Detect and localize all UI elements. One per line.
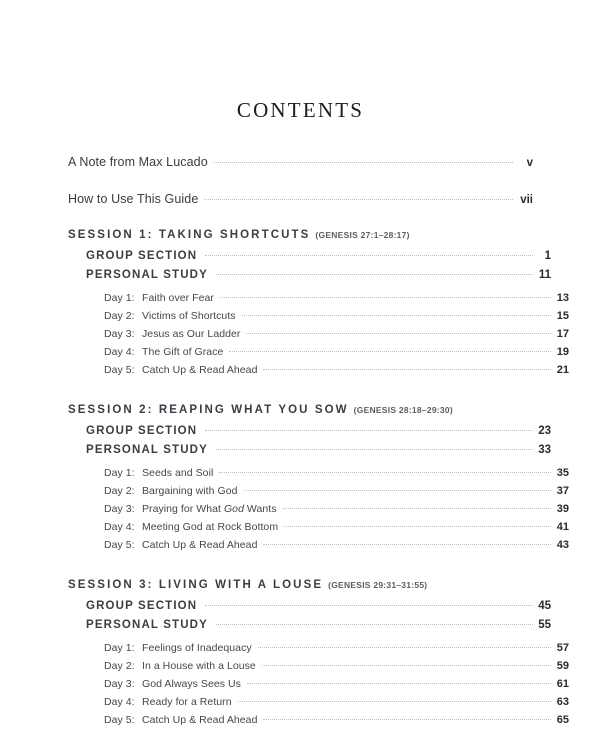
- toc-entry-label: Day 1: Faith over Fear: [104, 292, 214, 304]
- session-block: [68, 579, 569, 726]
- toc-entry-front-matter[interactable]: [68, 155, 533, 169]
- toc-entry-day[interactable]: [104, 292, 569, 304]
- toc-entry-label: A Note from Max Lucado: [68, 155, 208, 169]
- dot-leader: [238, 701, 551, 702]
- toc-entry-page-number: 1: [544, 250, 551, 262]
- day-number: Day 4:: [104, 521, 135, 533]
- dot-leader: [205, 255, 533, 256]
- toc-entry-day[interactable]: [104, 660, 569, 672]
- toc-entry-day[interactable]: [104, 678, 569, 690]
- toc-entry-page-number: 11: [538, 269, 551, 281]
- toc-entry-page-number: 45: [538, 600, 551, 612]
- day-number: Day 2:: [104, 310, 135, 322]
- toc-entry-label: Day 2: Victims of Shortcuts: [104, 310, 236, 322]
- dot-leader: [263, 719, 551, 720]
- day-number: Day 1:: [104, 642, 135, 654]
- toc-entry-day[interactable]: [104, 485, 569, 497]
- day-number: Day 5:: [104, 539, 135, 551]
- day-number: Day 3:: [104, 503, 135, 515]
- toc-entry-page-number: 19: [556, 346, 569, 358]
- dot-leader: [229, 351, 551, 352]
- toc-entry-label: Day 4: Meeting God at Rock Bottom: [104, 521, 279, 533]
- toc-entry-day[interactable]: [104, 467, 569, 479]
- day-list: [68, 642, 569, 726]
- front-matter-list: [68, 155, 533, 206]
- dot-leader: [216, 624, 533, 625]
- toc-entry-label: PERSONAL STUDY: [86, 444, 208, 456]
- dot-leader: [204, 199, 513, 200]
- toc-entry-page-number: v: [526, 157, 533, 169]
- toc-entry-day[interactable]: [104, 503, 569, 515]
- toc-entry-day[interactable]: [104, 521, 569, 533]
- toc-entry-subsection[interactable]: [86, 250, 551, 262]
- session-heading-text: SESSION 1: TAKING SHORTCUTS: [68, 229, 311, 241]
- toc-entry-page-number: 35: [556, 467, 569, 479]
- toc-entry-label: Day 3: Jesus as Our Ladder: [104, 328, 241, 340]
- session-heading: [68, 579, 533, 591]
- toc-entry-day[interactable]: [104, 539, 569, 551]
- dot-leader: [258, 647, 551, 648]
- toc-entry-subsection[interactable]: [86, 600, 551, 612]
- session-scripture-reference: (GENESIS 28:18–29:30): [353, 405, 453, 415]
- dot-leader: [205, 605, 533, 606]
- dot-leader: [263, 369, 551, 370]
- toc-body: [68, 155, 569, 732]
- toc-entry-label: Day 3: God Always Sees Us: [104, 678, 241, 690]
- toc-entry-page-number: 39: [556, 503, 569, 515]
- toc-entry-label: Day 3: Praying for What God Wants: [104, 503, 277, 515]
- toc-entry-subsection[interactable]: [86, 619, 551, 631]
- dot-leader: [216, 449, 533, 450]
- session-heading: [68, 404, 533, 416]
- day-number: Day 2:: [104, 485, 135, 497]
- dot-leader: [247, 683, 551, 684]
- toc-entry-subsection[interactable]: [86, 269, 551, 281]
- dot-leader: [220, 297, 551, 298]
- toc-entry-label: PERSONAL STUDY: [86, 619, 208, 631]
- day-number: Day 5:: [104, 364, 135, 376]
- day-number: Day 1:: [104, 292, 135, 304]
- toc-entry-label: GROUP SECTION: [86, 425, 198, 437]
- toc-entry-page-number: 59: [556, 660, 569, 672]
- toc-entry-front-matter[interactable]: [68, 192, 533, 206]
- dot-leader: [205, 430, 533, 431]
- toc-entry-label: GROUP SECTION: [86, 600, 198, 612]
- toc-entry-page-number: 13: [556, 292, 569, 304]
- dot-leader: [262, 665, 551, 666]
- dot-leader: [283, 508, 551, 509]
- toc-entry-label: Day 4: The Gift of Grace: [104, 346, 224, 358]
- toc-entry-page-number: 41: [556, 521, 569, 533]
- session-scripture-reference: (GENESIS 29:31–31:55): [328, 580, 428, 590]
- toc-entry-page-number: 65: [556, 714, 569, 726]
- toc-entry-page-number: 23: [538, 425, 551, 437]
- toc-entry-subsection[interactable]: [86, 444, 551, 456]
- page-title: contents: [236, 91, 365, 124]
- dot-leader: [263, 544, 551, 545]
- day-number: Day 3:: [104, 328, 135, 340]
- day-number: Day 4:: [104, 346, 135, 358]
- toc-entry-page-number: vii: [520, 194, 533, 206]
- toc-entry-label: Day 5: Catch Up & Read Ahead: [104, 714, 258, 726]
- toc-entry-page-number: 43: [556, 539, 569, 551]
- toc-entry-day[interactable]: [104, 346, 569, 358]
- day-list: [68, 467, 569, 551]
- toc-entry-page-number: 17: [556, 328, 569, 340]
- session-heading: [68, 229, 533, 241]
- toc-entry-label: Day 5: Catch Up & Read Ahead: [104, 364, 258, 376]
- toc-entry-label: Day 1: Seeds and Soil: [104, 467, 214, 479]
- day-list: [68, 292, 569, 376]
- session-heading-text: SESSION 3: LIVING WITH A LOUSE: [68, 579, 324, 591]
- dot-leader: [284, 526, 551, 527]
- toc-entry-label: GROUP SECTION: [86, 250, 198, 262]
- day-number: Day 3:: [104, 678, 135, 690]
- toc-entry-label: Day 2: In a House with a Louse: [104, 660, 256, 672]
- day-number: Day 5:: [104, 714, 135, 726]
- session-block: [68, 404, 569, 551]
- toc-entry-day[interactable]: [104, 364, 569, 376]
- toc-entry-day[interactable]: [104, 642, 569, 654]
- toc-entry-label: Day 2: Bargaining with God: [104, 485, 238, 497]
- dot-leader: [214, 162, 513, 163]
- toc-entry-page-number: 55: [538, 619, 551, 631]
- toc-entry-day[interactable]: [104, 696, 569, 708]
- session-scripture-reference: (GENESIS 27:1–28:17): [315, 230, 410, 240]
- toc-entry-page-number: 33: [538, 444, 551, 456]
- toc-entry-label: PERSONAL STUDY: [86, 269, 208, 281]
- dot-leader: [244, 490, 551, 491]
- toc-entry-page-number: 21: [556, 364, 569, 376]
- day-number: Day 1:: [104, 467, 135, 479]
- sessions-list: [68, 229, 569, 726]
- toc-entry-day[interactable]: [104, 714, 569, 726]
- toc-entry-page-number: 61: [556, 678, 569, 690]
- toc-entry-label: Day 5: Catch Up & Read Ahead: [104, 539, 258, 551]
- session-block: [68, 229, 569, 376]
- day-number: Day 2:: [104, 660, 135, 672]
- toc-entry-page-number: 63: [556, 696, 569, 708]
- toc-entry-label: Day 4: Ready for a Return: [104, 696, 232, 708]
- toc-entry-label: How to Use This Guide: [68, 192, 199, 206]
- dot-leader: [219, 472, 551, 473]
- toc-entry-page-number: 57: [556, 642, 569, 654]
- day-number: Day 4:: [104, 696, 135, 708]
- toc-entry-day[interactable]: [104, 310, 569, 322]
- dot-leader: [216, 274, 533, 275]
- toc-entry-subsection[interactable]: [86, 425, 551, 437]
- dot-leader: [246, 333, 551, 334]
- toc-entry-day[interactable]: [104, 328, 569, 340]
- toc-entry-page-number: 37: [556, 485, 569, 497]
- session-heading-text: SESSION 2: REAPING WHAT YOU SOW: [68, 404, 349, 416]
- toc-entry-label: Day 1: Feelings of Inadequacy: [104, 642, 252, 654]
- dot-leader: [242, 315, 551, 316]
- toc-entry-page-number: 15: [556, 310, 569, 322]
